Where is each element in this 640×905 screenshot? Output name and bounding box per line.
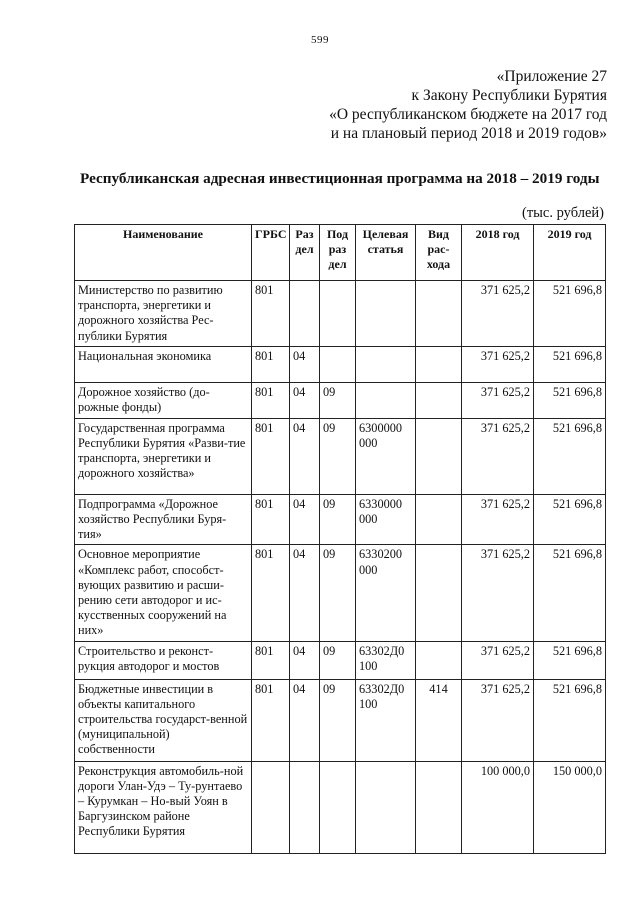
cell-y2019: 150 000,0 <box>534 761 606 853</box>
cell-razdel: 04 <box>290 641 320 679</box>
appendix-line: «Приложение 27 <box>496 68 607 85</box>
header-2019: 2019 год <box>534 225 606 281</box>
investment-program-table <box>74 224 606 854</box>
cell-vid <box>416 545 462 641</box>
header-name: Наименование <box>75 225 252 281</box>
cell-target <box>356 281 416 347</box>
cell-y2018: 371 625,2 <box>462 418 534 494</box>
cell-name: Подпрограмма «Дорожное хозяйство Республики Буря-тия» <box>75 494 252 545</box>
cell-y2019: 521 696,8 <box>534 545 606 641</box>
cell-target: 6330000 000 <box>356 494 416 545</box>
cell-podrazdel: 09 <box>320 679 356 761</box>
cell-vid <box>416 418 462 494</box>
cell-name: Дорожное хозяйство (до-рожные фонды) <box>75 382 252 418</box>
table-row <box>75 281 606 347</box>
cell-razdel: 04 <box>290 494 320 545</box>
cell-grbs: 801 <box>252 641 290 679</box>
cell-razdel: 04 <box>290 346 320 382</box>
cell-name: Государственная программа Республики Бурятия «Разви-тие транспорта, энергетики и дорожного хозяйства» <box>75 418 252 494</box>
cell-y2019: 521 696,8 <box>534 679 606 761</box>
cell-y2018: 371 625,2 <box>462 346 534 382</box>
appendix-line: к Закону Республики Бурятия <box>411 87 607 104</box>
appendix-header <box>329 67 607 143</box>
cell-name: Строительство и реконст-рукция автодорог и мостов <box>75 641 252 679</box>
cell-y2019: 521 696,8 <box>534 382 606 418</box>
cell-vid <box>416 382 462 418</box>
cell-y2019: 521 696,8 <box>534 494 606 545</box>
cell-y2019: 521 696,8 <box>534 418 606 494</box>
cell-razdel: 04 <box>290 679 320 761</box>
cell-razdel: 04 <box>290 545 320 641</box>
cell-vid: 414 <box>416 679 462 761</box>
cell-name: Национальная экономика <box>75 346 252 382</box>
cell-target <box>356 382 416 418</box>
cell-grbs: 801 <box>252 346 290 382</box>
units-note: (тыс. рублей) <box>522 205 604 221</box>
cell-grbs: 801 <box>252 679 290 761</box>
header-podrazdel: Под раз дел <box>320 225 356 281</box>
table-row <box>75 641 606 679</box>
cell-grbs: 801 <box>252 418 290 494</box>
table-row <box>75 679 606 761</box>
cell-target: 63302Д0 100 <box>356 641 416 679</box>
cell-target: 63302Д0 100 <box>356 679 416 761</box>
cell-podrazdel <box>320 346 356 382</box>
cell-razdel <box>290 761 320 853</box>
cell-podrazdel: 09 <box>320 545 356 641</box>
table-body <box>75 281 606 854</box>
cell-target: 6300000 000 <box>356 418 416 494</box>
cell-vid <box>416 346 462 382</box>
header-razdel: Раз дел <box>290 225 320 281</box>
cell-y2018: 371 625,2 <box>462 281 534 347</box>
cell-grbs: 801 <box>252 382 290 418</box>
cell-razdel: 04 <box>290 418 320 494</box>
cell-y2018: 371 625,2 <box>462 641 534 679</box>
cell-razdel: 04 <box>290 382 320 418</box>
cell-grbs: 801 <box>252 494 290 545</box>
cell-name: Бюджетные инвестиции в объекты капитального строительства государст-венной (муниципальной) собственности <box>75 679 252 761</box>
cell-target <box>356 346 416 382</box>
appendix-line: и на плановый период 2018 и 2019 годов» <box>330 125 607 142</box>
cell-podrazdel: 09 <box>320 382 356 418</box>
cell-y2019: 521 696,8 <box>534 281 606 347</box>
appendix-line: «О республиканском бюджете на 2017 год <box>329 106 607 123</box>
cell-podrazdel <box>320 761 356 853</box>
cell-grbs: 801 <box>252 281 290 347</box>
cell-razdel <box>290 281 320 347</box>
page-number: 599 <box>311 34 329 46</box>
cell-vid <box>416 494 462 545</box>
cell-target: 6330200 000 <box>356 545 416 641</box>
cell-y2018: 100 000,0 <box>462 761 534 853</box>
table-row <box>75 418 606 494</box>
cell-y2019: 521 696,8 <box>534 641 606 679</box>
cell-podrazdel: 09 <box>320 418 356 494</box>
cell-y2018: 371 625,2 <box>462 679 534 761</box>
header-2018: 2018 год <box>462 225 534 281</box>
cell-y2018: 371 625,2 <box>462 545 534 641</box>
cell-vid <box>416 641 462 679</box>
cell-target <box>356 761 416 853</box>
cell-vid <box>416 761 462 853</box>
table-row <box>75 761 606 853</box>
cell-vid <box>416 281 462 347</box>
header-target: Целевая статья <box>356 225 416 281</box>
header-vid: Вид рас- хода <box>416 225 462 281</box>
table-row <box>75 545 606 641</box>
cell-grbs <box>252 761 290 853</box>
cell-podrazdel: 09 <box>320 641 356 679</box>
table-row <box>75 346 606 382</box>
cell-name: Основное мероприятие «Комплекс работ, способст-вующих развитию и расши-рению сети автодорог и ис-кусственных сооружений на них» <box>75 545 252 641</box>
table-header-row <box>75 225 606 281</box>
cell-grbs: 801 <box>252 545 290 641</box>
cell-podrazdel <box>320 281 356 347</box>
cell-y2018: 371 625,2 <box>462 494 534 545</box>
cell-y2019: 521 696,8 <box>534 346 606 382</box>
header-grbs: ГРБС <box>252 225 290 281</box>
cell-name: Реконструкция автомобиль-ной дороги Улан-Удэ – Ту-рунтаево – Курумкан – Но-вый Уоян в Баргузинском районе Республики Бурятия <box>75 761 252 853</box>
cell-y2018: 371 625,2 <box>462 382 534 418</box>
table-row <box>75 382 606 418</box>
cell-podrazdel: 09 <box>320 494 356 545</box>
document-title: Республиканская адресная инвестиционная программа на 2018 – 2019 годы <box>80 170 600 187</box>
table-row <box>75 494 606 545</box>
cell-name: Министерство по развитию транспорта, энергетики и дорожного хозяйства Рес-публики Бурятия <box>75 281 252 347</box>
